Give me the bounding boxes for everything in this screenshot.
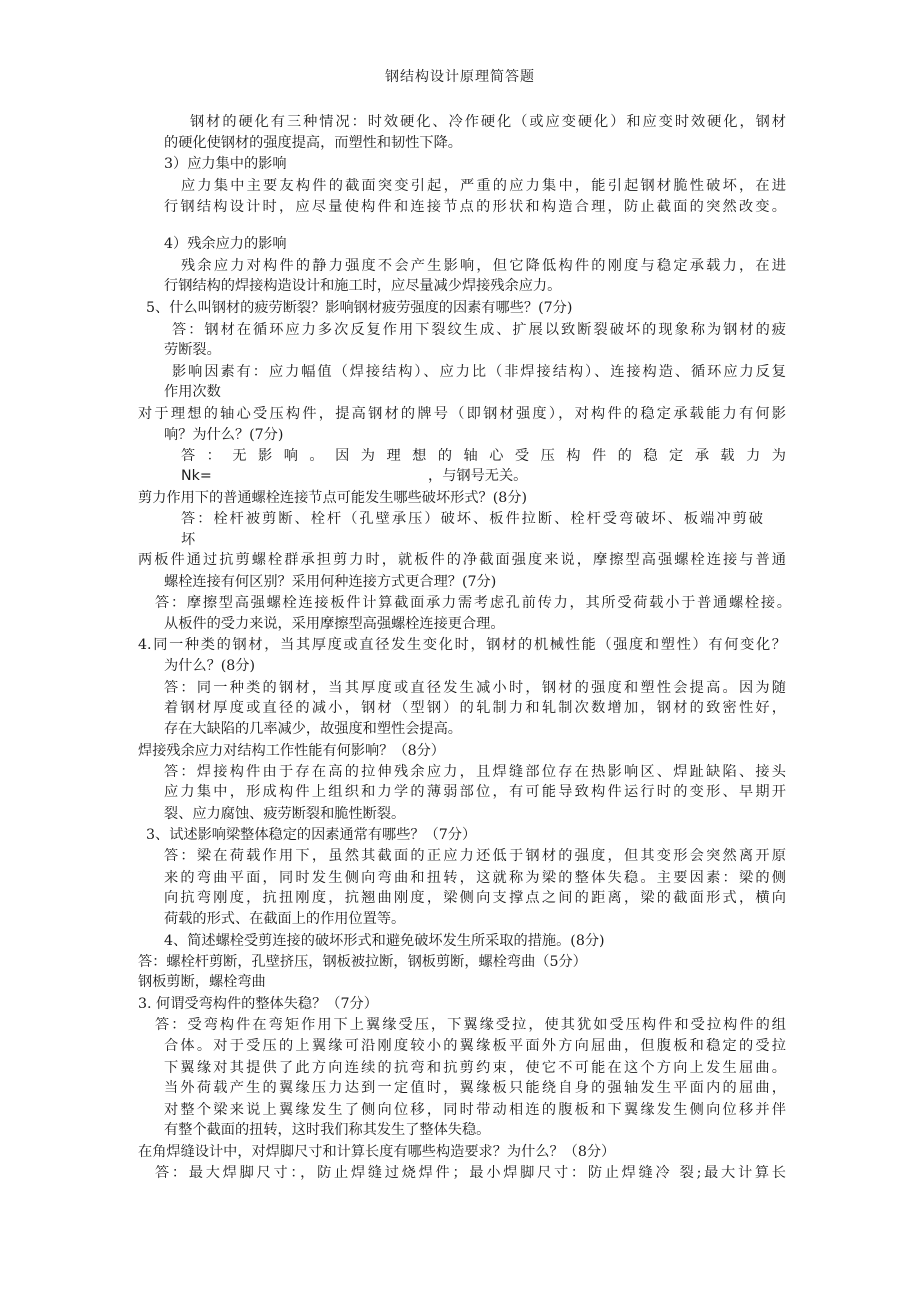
answer-line: 答：焊接构件由于存在高的拉伸残余应力，且焊缝部位存在热影响区、焊趾缺陷、接头	[164, 764, 786, 780]
text-line: 钢材的硬化有三种情况：时效硬化、冷作硬化（或应变硬化）和应变时效硬化，钢材	[190, 114, 786, 130]
question-line: 螺栓连接有何区别？采用何种连接方式更合理？(7分)	[164, 574, 497, 590]
answer-line: 答：受弯构件在弯矩作用下上翼缘受压，下翼缘受拉，使其犹如受压构件和受拉构件的组	[155, 1017, 786, 1033]
question-line: 在角焊缝设计中，对焊脚尺寸和计算长度有哪些构造要求？为什么？（8分）	[138, 1144, 616, 1160]
text-line: 应力集中主要友构件的截面突变引起，严重的应力集中，能引起钢材脆性破坏，在进	[181, 178, 786, 194]
question-line: 响？为什么？(7分)	[164, 427, 284, 443]
answer-line: 作用次数	[164, 384, 221, 400]
answer-line: ，与钢号无关。	[428, 468, 528, 484]
answer-line: 存在大缺陷的几率减少，故强度和塑性会提高。	[164, 721, 462, 737]
answer-line: 对整个梁来说上翼缘发生了侧向位移，同时带动相连的腹板和下翼缘发生侧向位移并伴	[164, 1102, 786, 1118]
answer-line: 有整个截面的扭转，这时我们称其发生了整体失稳。	[164, 1122, 491, 1138]
text-line: 的硬化使钢材的强度提高，而塑性和韧性下降。	[164, 135, 462, 151]
question-line: 4.同一种类的钢材，当其厚度或直径发生变化时，钢材的机械性能（强度和塑性）有何变化？	[138, 637, 786, 653]
answer-line: 从板件的受力来说，采用摩擦型高强螺栓连接更合理。	[164, 616, 505, 632]
answer-line: 答：栓杆被剪断、栓杆（孔壁承压）破坏、板件拉断、栓杆受弯破坏、板端冲剪破	[181, 511, 763, 527]
answer-line: 答：钢材在循环应力多次反复作用下裂纹生成、扩展以致断裂破坏的现象称为钢材的疲	[172, 322, 786, 338]
answer-line: 答：最大焊脚尺寸：，防止焊缝过烧焊件；最小焊脚尺寸：防止焊缝冷 裂;最大计算长	[155, 1165, 786, 1181]
question-line: 对于理想的轴心受压构件，提高钢材的牌号（即钢材强度），对构件的稳定承载能力有何影	[138, 406, 786, 422]
answer-line: 合体。对于受压的上翼缘可沿刚度较小的翼缘板平面外方向屈曲，但腹板和稳定的受拉	[164, 1038, 786, 1054]
text-line: 3）应力集中的影响	[164, 156, 287, 172]
question-line: 5、什么叫钢材的疲劳断裂？影响钢材疲劳强度的因素有哪些？(7分)	[146, 300, 573, 316]
answer-line: 来的弯曲平面，同时发生侧向弯曲和扭转，这就称为梁的整体失稳。主要因素：梁的侧	[164, 870, 786, 886]
answer-line: 着钢材厚度或直径的减小，钢材（型钢）的轧制力和轧制次数增加，钢材的致密性好，	[164, 700, 786, 716]
answer-line: 答：摩擦型高强螺栓连接板件计算截面承力需考虑孔前传力，其所受荷载小于普通螺栓接。	[155, 595, 791, 611]
answer-line: 坏	[181, 532, 196, 548]
answer-line: 荷载的形式、在截面上的作用位置等。	[164, 911, 406, 927]
answer-line: 下翼缘对其提供了此方向连续的抗弯和抗剪约束，使它不可能在这个方向上发生屈曲。	[164, 1060, 786, 1076]
answer-line: 答：梁在荷载作用下，虽然其截面的正应力还低于钢材的强度，但其变形会突然离开原	[164, 848, 786, 864]
answer-line: 答：同一种类的钢材，当其厚度或直径发生减小时，钢材的强度和塑性会提高。因为随	[164, 680, 786, 696]
answer-line: 裂、应力腐蚀、疲劳断裂和脆性断裂。	[164, 806, 406, 822]
text-line: 4）残余应力的影响	[164, 236, 287, 252]
question-line: 为什么？(8分)	[164, 658, 256, 674]
answer-line: 当外荷载产生的翼缘压力达到一定值时，翼缘板只能绕自身的强轴发生平面内的屈曲，	[164, 1080, 786, 1096]
question-line: 剪力作用下的普通螺栓连接节点可能发生哪些破坏形式？(8分)	[138, 490, 527, 506]
answer-line: 向抗弯刚度，抗扭刚度，抗翘曲刚度，梁侧向支撑点之间的距离，梁的截面形式，横向	[164, 890, 786, 906]
question-line: 4、简述螺栓受剪连接的破坏形式和避免破坏发生所采取的措施。(8分)	[164, 933, 605, 949]
text-line: 行钢结构的焊接构造设计和施工时，应尽量减少焊接残余应力。	[164, 278, 562, 294]
question-line: 3. 何谓受弯构件的整体失稳？（7分）	[138, 996, 378, 1012]
answer-line: 答：螺栓杆剪断，孔壁挤压，钢板被拉断，钢板剪断，螺栓弯曲（5分）	[138, 954, 587, 970]
text-line: 行钢结构设计时，应尽量使构件和连接节点的形状和构造合理，防止截面的突然改变。	[164, 199, 786, 215]
answer-line: 答：无影响。因为理想的轴心受压构件的稳定承载力为	[181, 448, 786, 464]
question-line: 3、试述影响梁整体稳定的因素通常有哪些？（7分）	[146, 827, 477, 843]
answer-line: 劳断裂。	[164, 342, 221, 358]
page-title: 钢结构设计原理简答题	[385, 69, 535, 85]
text-line: 残余应力对构件的静力强度不会产生影响，但它降低构件的刚度与稳定承载力，在进	[181, 258, 786, 274]
formula-label: Nk=	[181, 468, 212, 484]
answer-line: 影响因素有：应力幅值（焊接结构）、应力比（非焊接结构）、连接构造、循环应力反复	[172, 364, 786, 380]
answer-line: 应力集中，形成构件上组织和力学的薄弱部位，有可能导致构件运行时的变形、早期开	[164, 784, 786, 800]
question-line: 两板件通过抗剪螺栓群承担剪力时，就板件的净截面强度来说，摩擦型高强螺栓连接与普通	[138, 552, 786, 568]
answer-line: 钢板剪断，螺栓弯曲	[138, 974, 266, 990]
question-line: 焊接残余应力对结构工作性能有何影响？（8分）	[138, 743, 445, 759]
